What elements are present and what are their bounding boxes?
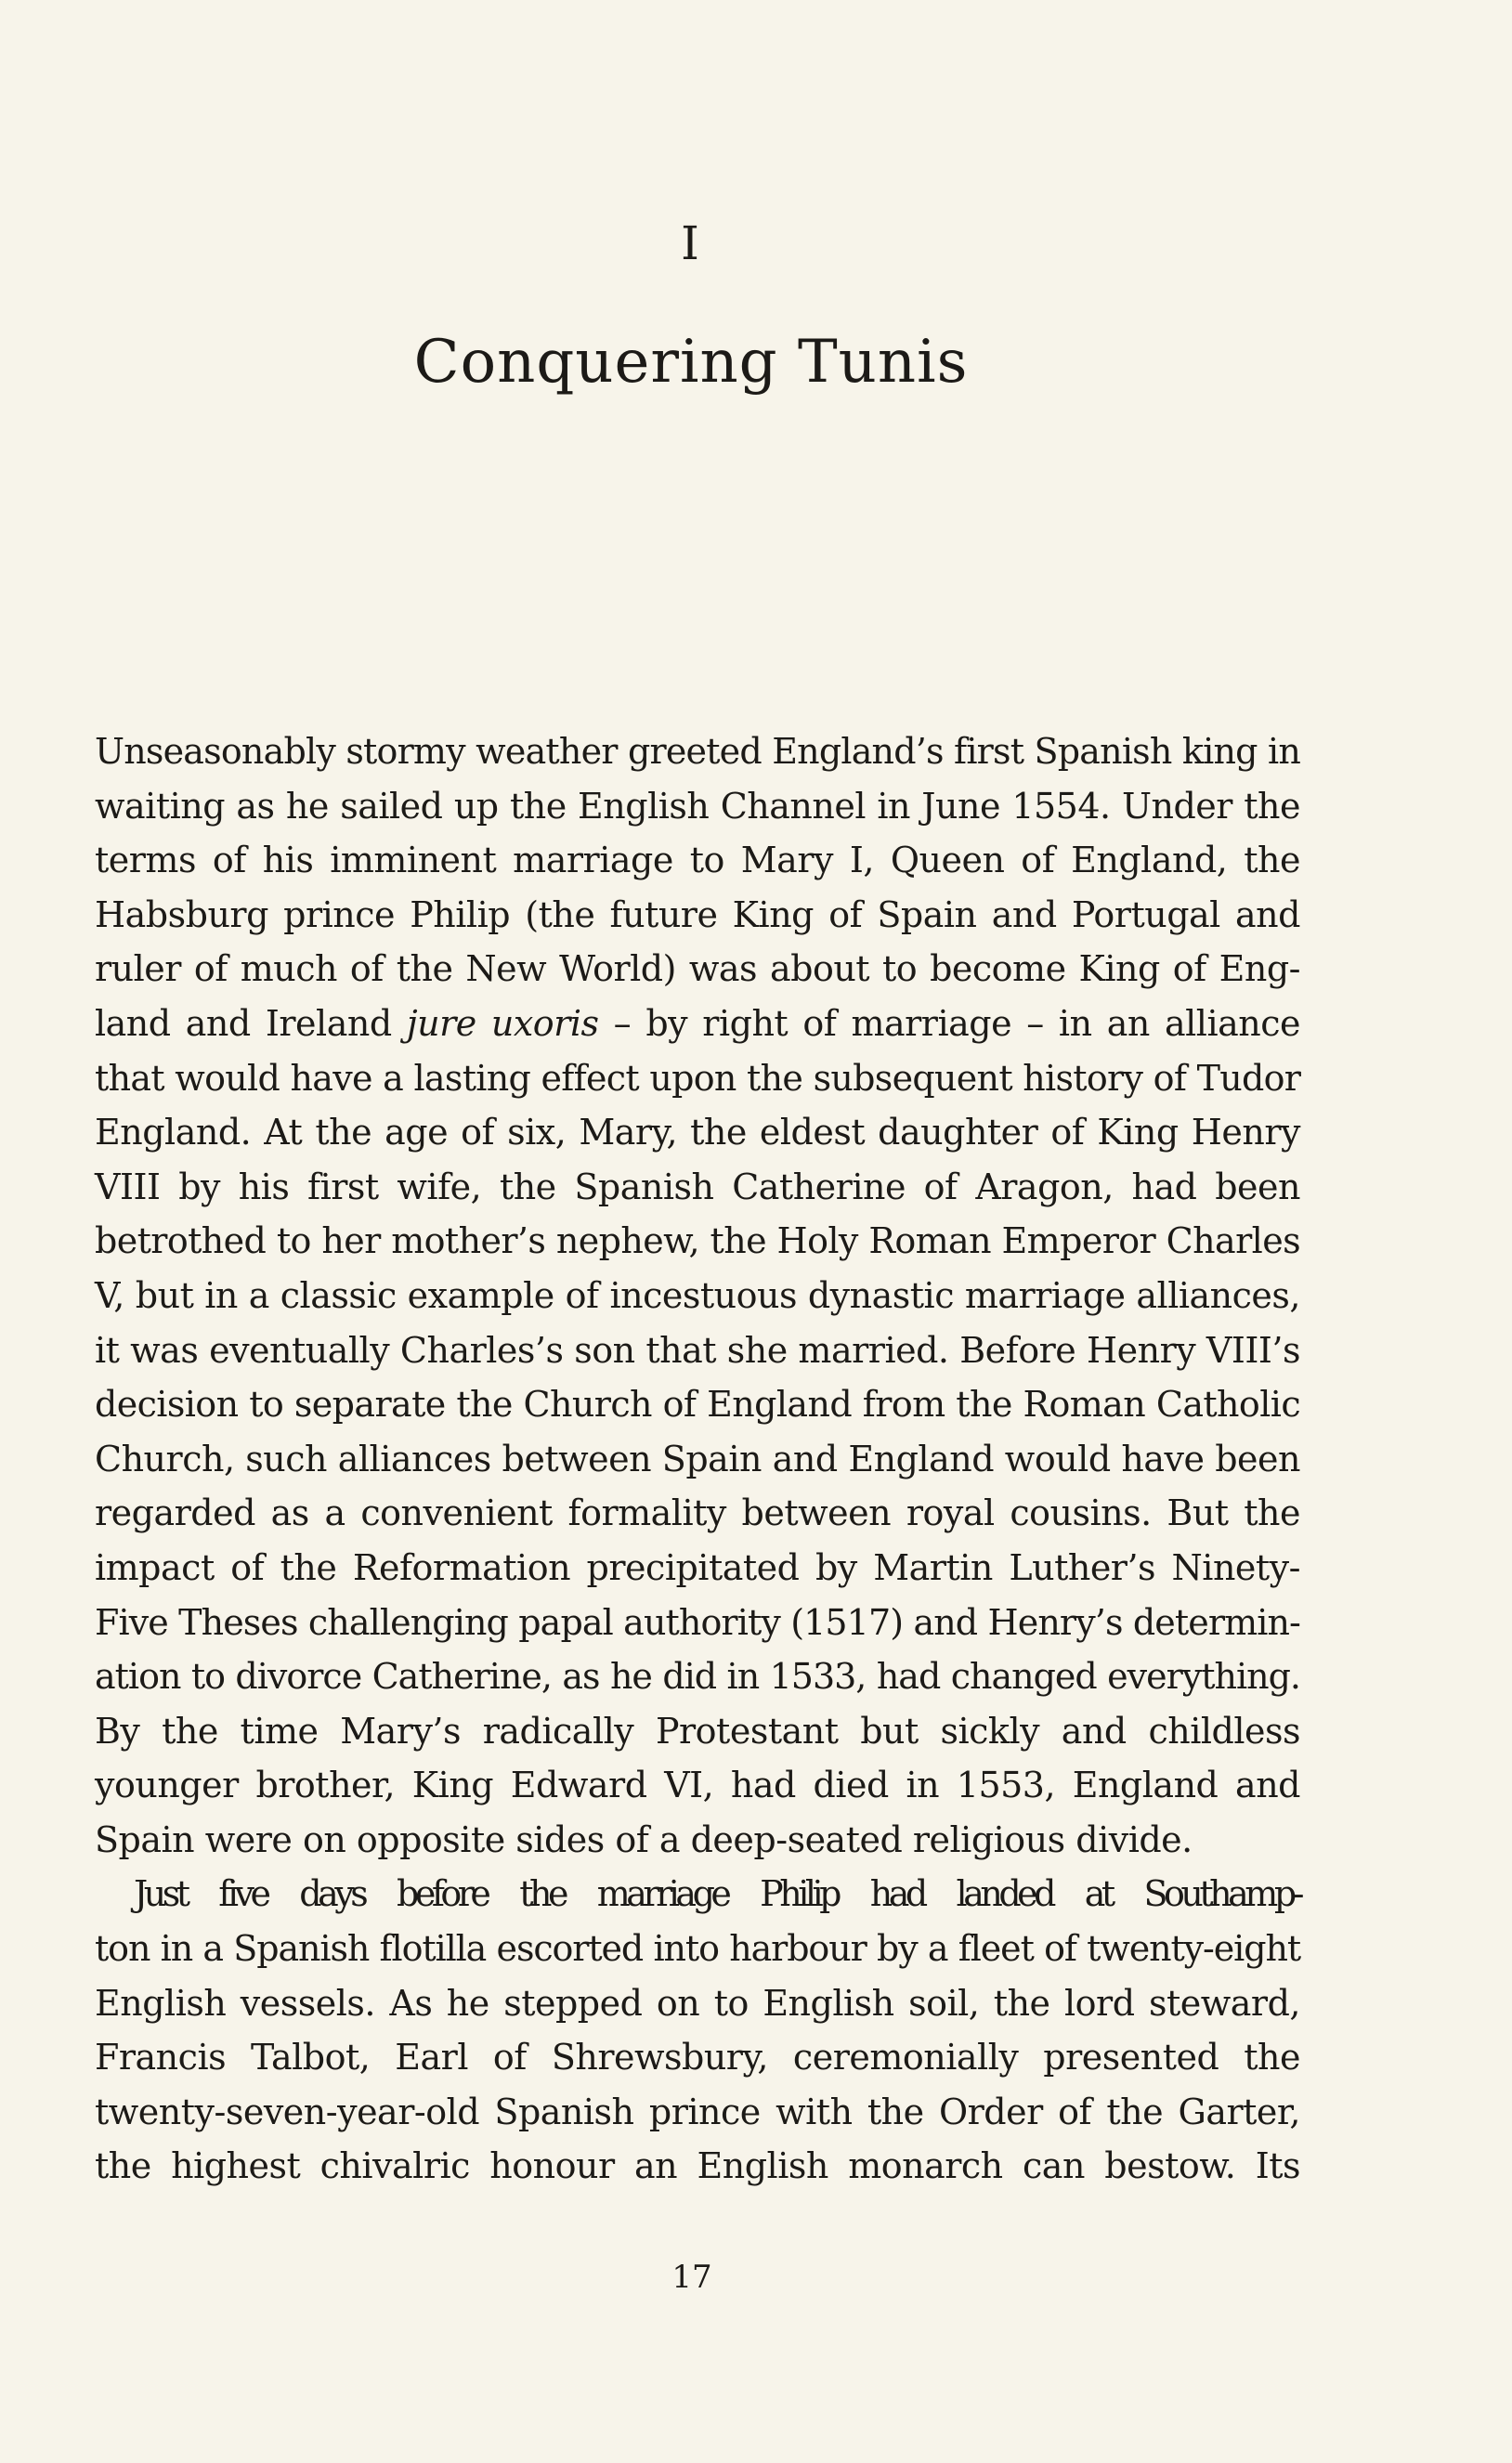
chapter-title: Conquering Tunis (413, 328, 969, 397)
paragraph (95, 1867, 1300, 2194)
text-line (95, 1813, 1300, 1868)
text-line (95, 2085, 1300, 2140)
text-segment: Francis Talbot, Earl of Shrewsbury, ceremonially presented the (95, 2037, 1300, 2079)
text-line (95, 888, 1300, 943)
text-segment: Church, such alliances between Spain and England would have been (95, 1438, 1300, 1479)
paragraph (95, 724, 1300, 1867)
text-segment: betrothed to her mother’s nephew, the Holy Roman Emperor Charles (95, 1220, 1300, 1262)
text-line (95, 1432, 1300, 1487)
text-line (95, 724, 1300, 779)
text-segment: ation to divorce Catherine, as he did in 1533, had changed everything. (95, 1656, 1300, 1698)
text-segment: younger brother, King Edward VI, had died in 1553, England and (95, 1765, 1300, 1806)
text-segment: England. At the age of six, Mary, the eldest daughter of King Henry (95, 1112, 1300, 1153)
italic-phrase: jure uxoris (406, 1002, 599, 1044)
text-segment: Unseasonably stormy weather greeted England’s first Spanish king in (95, 731, 1300, 772)
text-line (95, 1214, 1300, 1269)
text-line (95, 1160, 1300, 1215)
text-segment: English vessels. As he stepped on to English soil, the lord steward, (95, 1982, 1300, 2024)
body-text (95, 724, 1300, 2194)
page-number: 17 (671, 2259, 712, 2296)
text-line (95, 1758, 1300, 1813)
text-segment: regarded as a convenient formality between royal cousins. But the (95, 1492, 1300, 1534)
text-line (95, 1105, 1300, 1160)
text-line (95, 997, 1300, 1051)
text-segment: Five Theses challenging papal authority (1517) and Henry’s determin- (95, 1601, 1300, 1643)
text-line (95, 1596, 1300, 1650)
text-line (95, 1704, 1300, 1759)
text-line (95, 2139, 1300, 2194)
text-segment: Habsburg prince Philip (the future King of Spain and Portugal and (95, 893, 1300, 935)
text-segment: terms of his imminent marriage to Mary I, Queen of England, the (95, 840, 1300, 881)
text-line (95, 1051, 1300, 1106)
text-segment: By the time Mary’s radically Protestant but sickly and childless (95, 1710, 1300, 1752)
text-line (95, 942, 1300, 997)
text-segment: waiting as he sailed up the English Channel in June 1554. Under the (95, 785, 1300, 827)
text-line (95, 1922, 1300, 1976)
text-segment: land and Ireland (95, 1002, 407, 1044)
text-line (95, 833, 1300, 888)
text-line (95, 1649, 1300, 1704)
text-line (95, 1323, 1300, 1378)
text-line (95, 1486, 1300, 1541)
text-segment: Spain were on opposite sides of a deep-seated religious divide. (95, 1818, 1193, 1860)
text-segment: Just five days before the marriage Philip had landed at Southamp- (134, 1873, 1300, 1915)
chapter-number: I (681, 216, 701, 270)
text-segment: decision to separate the Church of England from the Roman Catholic (95, 1384, 1300, 1426)
text-segment: impact of the Reformation precipitated by Martin Luther’s Ninety- (95, 1546, 1300, 1588)
text-segment: twenty-seven-year-old Spanish prince with the Order of the Garter, (95, 2091, 1300, 2132)
text-line (95, 1867, 1300, 1922)
text-line (95, 779, 1300, 834)
text-line (95, 1541, 1300, 1596)
text-segment: the highest chivalric honour an English monarch can bestow. Its (95, 2145, 1300, 2187)
text-segment: V, but in a classic example of incestuous dynastic marriage alliances, (95, 1274, 1300, 1316)
text-line (95, 2030, 1300, 2085)
text-line (95, 1377, 1300, 1432)
text-segment: ton in a Spanish flotilla escorted into harbour by a fleet of twenty-eight (95, 1928, 1300, 1970)
text-segment: that would have a lasting effect upon the subsequent history of Tudor (95, 1057, 1301, 1099)
text-segment: VIII by his first wife, the Spanish Catherine of Aragon, had been (95, 1166, 1300, 1207)
text-segment: – by right of marriage – in an alliance (598, 1002, 1301, 1044)
text-line (95, 1976, 1300, 2031)
text-segment: it was eventually Charles’s son that she married. Before Henry VIII’s (95, 1329, 1300, 1371)
text-line (95, 1269, 1300, 1323)
text-segment: ruler of much of the New World) was about to become King of Eng- (95, 948, 1300, 990)
